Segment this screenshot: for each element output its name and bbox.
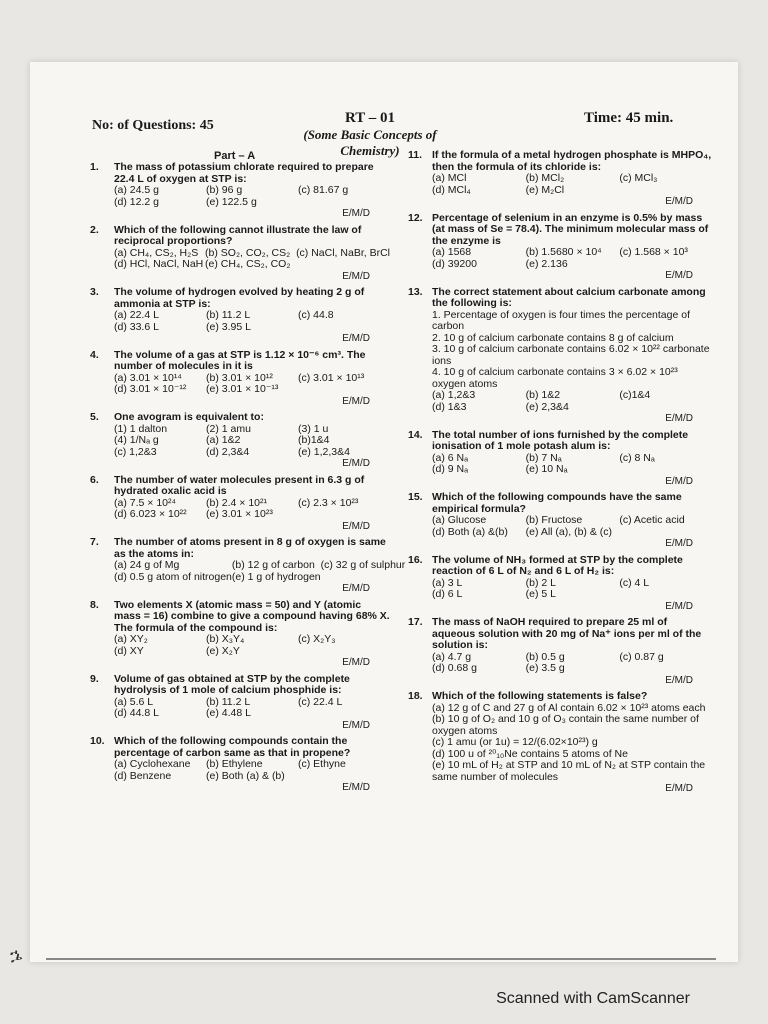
question-line bbox=[90, 350, 390, 373]
option: (a) 7.5 × 10²⁴ bbox=[114, 496, 177, 509]
question-line bbox=[408, 213, 713, 248]
difficulty-tag: E/M/D bbox=[342, 395, 370, 407]
option: (a) 6 Nₐ bbox=[432, 451, 468, 464]
option: (c) 81.67 g bbox=[298, 184, 349, 196]
option: (b) 3.01 × 10¹² bbox=[206, 371, 273, 384]
question-item bbox=[90, 350, 390, 408]
question-text: The number of atoms present in 8 g of oxygen is same as the atoms in: bbox=[114, 536, 386, 560]
question-line bbox=[90, 537, 390, 560]
option: (d) 12.2 g bbox=[114, 195, 159, 208]
option: (b) Fructose bbox=[525, 514, 583, 526]
option: (c) 3.01 × 10¹³ bbox=[298, 371, 365, 384]
option: (e) 1,2,3&4 bbox=[298, 445, 350, 458]
question-text: The correct statement about calcium carbonate among the following is: bbox=[432, 285, 706, 309]
option: (2) 1 amu bbox=[206, 422, 251, 435]
question-text: Which of the following compounds contain the percentage of carbon same as that in propene? bbox=[114, 735, 351, 759]
option: (e) 3.95 L bbox=[206, 320, 251, 333]
question-line bbox=[408, 150, 713, 173]
difficulty-tag: E/M/D bbox=[342, 208, 370, 219]
difficulty-tag: E/M/D bbox=[342, 782, 370, 793]
option: (e) 3.5 g bbox=[525, 662, 565, 674]
option: (b) 10 g of O₂ and 10 g of O₃ contain the same number of oxygen atoms bbox=[432, 713, 699, 737]
option: (a) 12 g of C and 27 g of Al contain 6.02 × 10²³ atoms each bbox=[432, 701, 706, 714]
option: (d) 1&3 bbox=[432, 400, 467, 413]
question-line bbox=[90, 225, 390, 248]
option: (b) 2.4 × 10²¹ bbox=[206, 496, 267, 509]
question-text: Which of the following compounds have the same empirical formula? bbox=[432, 491, 682, 515]
option: (d) 6 L bbox=[432, 588, 463, 600]
option: 3. 10 g of calcium carbonate contains 6.02 × 10²² carbonate ions bbox=[432, 343, 710, 367]
option: (c) 1,2&3 bbox=[114, 445, 157, 458]
options bbox=[408, 310, 713, 414]
difficulty-tag: E/M/D bbox=[665, 270, 693, 281]
difficulty-tag: E/M/D bbox=[665, 196, 693, 207]
question-number: 1. bbox=[90, 161, 99, 173]
option: (e) 2,3&4 bbox=[525, 400, 569, 413]
option: (c) 22.4 L bbox=[298, 695, 343, 708]
question-text: Volume of gas obtained at STP by the complete hydrolysis of 1 mole of calcium phosphide is: bbox=[114, 672, 350, 696]
edge-mark: ኌ bbox=[10, 945, 23, 965]
option: (b) 2 L bbox=[525, 576, 557, 589]
question-text: The number of water molecules present in 6.3 g of hydrated oxalic acid is bbox=[114, 473, 365, 497]
question-line bbox=[408, 555, 713, 578]
option: (d) Benzene bbox=[114, 769, 172, 782]
options bbox=[408, 652, 713, 675]
question-text: The volume of a gas at STP is 1.12 × 10⁻⁶ cm³. The number of molecules in it is bbox=[114, 348, 366, 372]
option: (b) 96 g bbox=[206, 184, 243, 196]
option: (a) 4.7 g bbox=[432, 650, 472, 663]
option: (d) 2,3&4 bbox=[206, 445, 250, 458]
question-text: The mass of NaOH required to prepare 25 ml of aqueous solution with 20 mg of Na⁺ ions per ml of the solution is: bbox=[432, 616, 702, 651]
question-line bbox=[90, 600, 390, 635]
difficulty-tag: E/M/D bbox=[342, 657, 370, 668]
option: (b) 7 Nₐ bbox=[525, 451, 562, 464]
options bbox=[90, 498, 390, 521]
scanner-watermark: Scanned with CamScanner bbox=[496, 990, 690, 1007]
option: (e) 10 Nₐ bbox=[525, 463, 568, 475]
option: (c) 8 Nₐ bbox=[619, 451, 655, 464]
question-number: 15. bbox=[408, 491, 423, 503]
question-item bbox=[90, 600, 390, 669]
left-column bbox=[90, 161, 406, 799]
question-number: 11. bbox=[408, 149, 423, 161]
option: 1. Percentage of oxygen is four times the percentage of carbon bbox=[432, 308, 690, 332]
option: (a) Glucose bbox=[432, 514, 487, 526]
option: (b) 11.2 L bbox=[206, 695, 251, 708]
question-line bbox=[90, 287, 390, 310]
question-text: The volume of NH₃ formed at STP by the complete reaction of 6 L of N₂ and 6 L of H₂ is: bbox=[432, 553, 683, 577]
option: 2. 10 g of calcium carbonate contains 8 g of calcium bbox=[432, 331, 674, 344]
question-item bbox=[408, 555, 713, 613]
question-text: The total number of ions furnished by the complete ionisation of 1 mole potash alum is: bbox=[432, 428, 689, 452]
option: (d) 44.8 L bbox=[114, 707, 159, 719]
right-column bbox=[408, 150, 713, 800]
question-item bbox=[90, 475, 390, 533]
difficulty-tag: E/M/D bbox=[342, 520, 370, 532]
option: (b) SO₂, CO₂, CS₂ bbox=[205, 246, 291, 259]
question-number: 16. bbox=[408, 553, 423, 566]
question-item bbox=[90, 674, 390, 732]
option: (1) 1 dalton bbox=[114, 422, 168, 435]
option: (b) 0.5 g bbox=[525, 650, 565, 663]
option: (c) 2.3 × 10²³ bbox=[298, 496, 359, 509]
test-code: RT – 01 bbox=[344, 110, 396, 126]
option: (b) X₃Y₄ bbox=[206, 633, 245, 645]
option: (c)1&4 bbox=[619, 389, 651, 401]
options bbox=[90, 559, 406, 583]
options bbox=[90, 634, 390, 657]
option: (d) 100 u of ²⁰₁₀Ne contains 5 atoms of Ne bbox=[432, 747, 628, 760]
question-number: 8. bbox=[90, 598, 99, 611]
option: (e) 10 mL of H₂ at STP and 10 mL of N₂ at STP contain the same number of molecules bbox=[432, 759, 706, 783]
options bbox=[408, 173, 713, 196]
option: (d) Both (a) &(b) bbox=[432, 525, 508, 538]
question-text: The volume of hydrogen evolved by heating 2 g of ammonia at STP is: bbox=[114, 286, 365, 310]
question-number: 9. bbox=[90, 672, 99, 685]
option: (a) 5.6 L bbox=[114, 695, 154, 708]
option: (e) 1 g of hydrogen bbox=[231, 570, 321, 583]
options bbox=[408, 247, 713, 270]
question-line bbox=[90, 674, 390, 697]
option: (e) M₂Cl bbox=[525, 183, 565, 196]
option: (e) CH₄, CS₂, CO₂ bbox=[205, 258, 291, 270]
options bbox=[408, 703, 713, 784]
option: (e) 3.01 × 10⁻¹³ bbox=[206, 383, 279, 395]
option: (b) 1.5680 × 10⁴ bbox=[525, 246, 602, 258]
options bbox=[90, 248, 390, 271]
test-subtitle: (Some Basic Concepts of Chemistry) bbox=[303, 127, 437, 158]
question-line bbox=[90, 412, 390, 424]
question-number: 2. bbox=[90, 223, 99, 236]
option: (c) 1 amu (or 1u) = 12/(6.02×10²³) g bbox=[432, 736, 598, 748]
option: (e) 3.01 × 10²³ bbox=[206, 508, 273, 520]
difficulty-tag: E/M/D bbox=[665, 783, 693, 794]
option: (c) 32 g of sulphur bbox=[320, 559, 406, 571]
question-number: 4. bbox=[90, 348, 99, 361]
option: (d) 6.023 × 10²² bbox=[114, 508, 187, 520]
question-item bbox=[90, 162, 390, 220]
question-line bbox=[408, 430, 713, 453]
options bbox=[90, 373, 390, 396]
option: (d) 9 Nₐ bbox=[432, 463, 468, 475]
question-text: Which of the following statements is false? bbox=[432, 690, 648, 702]
question-item bbox=[408, 150, 713, 208]
option: (c) Ethyne bbox=[298, 758, 346, 770]
question-item bbox=[408, 492, 713, 550]
bottom-rule bbox=[46, 958, 716, 960]
question-text: Two elements X (atomic mass = 50) and Y (atomic mass = 16) combine to give a compound having 68% X. The formula of the compound is: bbox=[114, 598, 390, 634]
option: (a) 3.01 × 10¹⁴ bbox=[114, 371, 182, 384]
difficulty-tag: E/M/D bbox=[342, 270, 370, 282]
options bbox=[90, 759, 390, 782]
difficulty-tag: E/M/D bbox=[665, 600, 693, 612]
question-item bbox=[408, 287, 713, 425]
option: (a) 1,2&3 bbox=[432, 389, 476, 401]
option: (e) 5 L bbox=[525, 588, 557, 600]
question-number: 12. bbox=[408, 211, 423, 224]
question-line bbox=[90, 736, 390, 759]
option: (d) 0.5 g atom of nitrogen bbox=[114, 570, 232, 583]
question-line bbox=[408, 492, 713, 515]
option: (a) XY₂ bbox=[114, 633, 148, 645]
option: (b) 1&2 bbox=[525, 389, 561, 401]
option: (e) 2.136 bbox=[525, 257, 568, 270]
question-item bbox=[90, 736, 390, 794]
option: (a) 1568 bbox=[432, 246, 472, 258]
question-item bbox=[408, 213, 713, 282]
difficulty-tag: E/M/D bbox=[342, 458, 370, 469]
option: (e) X₂Y bbox=[206, 644, 240, 657]
question-number: 13. bbox=[408, 285, 423, 298]
option: (a) MCl bbox=[432, 172, 467, 184]
question-item bbox=[408, 691, 713, 795]
option: (a) 22.4 L bbox=[114, 309, 159, 321]
option: (a) CH₄, CS₂, H₂S bbox=[114, 246, 199, 259]
option: (e) 122.5 g bbox=[206, 195, 257, 208]
difficulty-tag: E/M/D bbox=[665, 413, 693, 424]
question-item bbox=[408, 617, 713, 686]
question-text: Percentage of selenium in an enzyme is 0.5% by mass (at mass of Se = 78.4). The minimum molecular mass of the enzyme is bbox=[432, 211, 709, 247]
question-item bbox=[90, 536, 406, 595]
question-item bbox=[90, 225, 390, 283]
option: (e) Both (a) & (b) bbox=[206, 769, 285, 782]
question-text: Which of the following cannot illustrate the law of reciprocal proportions? bbox=[114, 223, 362, 247]
option: (e) 4.48 L bbox=[206, 707, 251, 719]
option: (d) XY bbox=[114, 644, 144, 657]
difficulty-tag: E/M/D bbox=[342, 333, 370, 344]
difficulty-tag: E/M/D bbox=[665, 538, 693, 549]
question-line bbox=[408, 617, 713, 652]
option: (c) NaCl, NaBr, BrCl bbox=[296, 246, 390, 259]
options bbox=[408, 515, 713, 538]
option: (c) X₂Y₃ bbox=[298, 633, 336, 645]
option: (3) 1 u bbox=[298, 422, 329, 435]
question-number: 6. bbox=[90, 473, 99, 486]
option: (c) 44.8 bbox=[298, 309, 334, 321]
question-number: 18. bbox=[408, 690, 423, 702]
options bbox=[408, 453, 713, 476]
option: (d) 33.6 L bbox=[114, 320, 159, 333]
question-line bbox=[408, 691, 713, 703]
option: (b) MCl₂ bbox=[525, 172, 565, 184]
question-item bbox=[90, 412, 390, 470]
question-number: 7. bbox=[90, 536, 99, 548]
question-number: 17. bbox=[408, 616, 423, 628]
question-number: 14. bbox=[408, 428, 423, 441]
part-label: Part – A bbox=[214, 150, 256, 162]
question-item bbox=[90, 287, 390, 345]
option: (b) 12 g of carbon bbox=[231, 559, 315, 571]
question-number: 5. bbox=[90, 411, 99, 423]
option: (c) 4 L bbox=[619, 576, 650, 589]
option: (c) MCl₃ bbox=[619, 172, 658, 184]
option: (a) 24 g of Mg bbox=[114, 559, 180, 571]
option: (c) 1.568 × 10³ bbox=[619, 246, 688, 258]
question-text: If the formula of a metal hydrogen phosphate is MHPO₄, then the formula of its chloride is: bbox=[432, 149, 712, 173]
question-text: One avogram is equivalent to: bbox=[114, 411, 264, 423]
question-number: 10. bbox=[90, 735, 105, 747]
option: (a) 24.5 g bbox=[114, 184, 159, 196]
option: (c) Acetic acid bbox=[619, 514, 685, 526]
options bbox=[90, 310, 390, 333]
options bbox=[408, 578, 713, 601]
difficulty-tag: E/M/D bbox=[665, 674, 693, 686]
option: (a) Cyclohexane bbox=[114, 758, 191, 770]
question-text: The mass of potassium chlorate required to prepare 22.4 L of oxygen at STP is: bbox=[114, 161, 374, 185]
option: (d) 39200 bbox=[432, 257, 477, 270]
difficulty-tag: E/M/D bbox=[342, 583, 370, 594]
question-line bbox=[90, 162, 390, 185]
option: (d) HCl, NaCl, NaH bbox=[114, 258, 204, 270]
difficulty-tag: E/M/D bbox=[342, 719, 370, 731]
option: (e) All (a), (b) & (c) bbox=[525, 525, 612, 538]
difficulty-tag: E/M/D bbox=[665, 475, 693, 487]
options bbox=[90, 185, 390, 208]
option: (b) 11.2 L bbox=[206, 309, 251, 321]
option: (d) 3.01 × 10⁻¹² bbox=[114, 383, 187, 395]
option: (d) MCl₄ bbox=[432, 183, 471, 196]
options bbox=[90, 697, 390, 720]
option: 4. 10 g of calcium carbonate contains 3 × 6.02 × 10²³ oxygen atoms bbox=[432, 366, 678, 390]
option: (b)1&4 bbox=[298, 434, 330, 446]
question-number: 3. bbox=[90, 286, 99, 298]
option: (d) 0.68 g bbox=[432, 662, 477, 674]
question-count: No: of Questions: 45 bbox=[92, 118, 214, 133]
question-line bbox=[90, 475, 390, 498]
question-item bbox=[408, 430, 713, 488]
option: (a) 3 L bbox=[432, 576, 463, 589]
option: (b) Ethylene bbox=[206, 758, 263, 770]
question-line bbox=[408, 287, 713, 310]
option: (4) 1/Nₐ g bbox=[114, 434, 159, 446]
option: (c) 0.87 g bbox=[619, 650, 664, 663]
time-limit: Time: 45 min. bbox=[584, 110, 674, 126]
option: (a) 1&2 bbox=[206, 434, 241, 446]
options bbox=[90, 424, 390, 459]
